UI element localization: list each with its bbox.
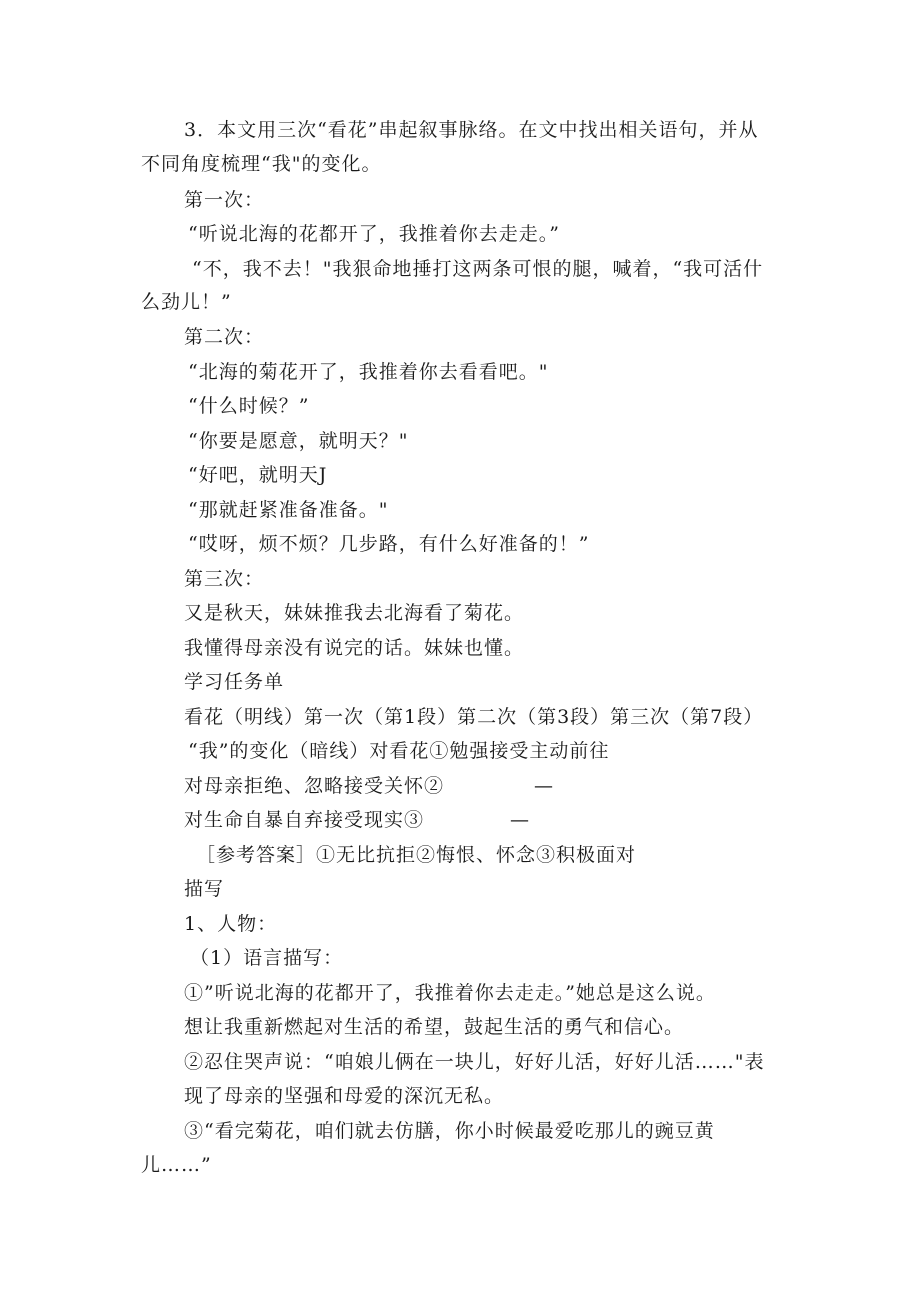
language-description-heading: （1）语言描写： [190,947,344,969]
task-table-row-4-text: 对生命自暴自弃接受现实③ [184,809,425,831]
third-time-label: 第三次： [184,568,265,590]
second-quote-2: “什么时候？” [188,395,310,417]
first-time-label: 第一次： [184,189,265,211]
second-quote-1: “北海的菊花开了，我推着你去看看吧。" [188,361,549,383]
second-time-label: 第二次： [184,326,265,348]
item-1-line-2: 想让我重新燃起对生活的希望，鼓起生活的勇气和信心。 [184,1016,685,1038]
first-quote-2-line-1: “不，我不去！"我狠命地捶打这两条可恨的腿，喊着，“我可活什 [192,258,764,280]
task-table-row-4-blank: — [510,809,531,831]
first-quote-1: “听说北海的花都开了，我推着你去走走。” [188,223,560,245]
task-sheet-title: 学习任务单 [184,671,285,693]
task-table-row-2: “我”的变化（暗线）对看花①勉强接受主动前往 [188,740,610,762]
first-quote-2-line-2: 么劲儿！” [141,291,232,313]
third-text-2: 我懂得母亲没有说完的话。妹妹也懂。 [184,637,525,659]
second-quote-6: “哎呀，烦不烦？几步路，有什么好准备的！” [188,533,590,555]
question-3-line-2: 不同角度梳理“我"的变化。 [141,153,382,175]
item-2-line-2: 现了母亲的坚强和母爱的深沉无私。 [184,1085,505,1107]
second-quote-4: “好吧，就明天J [188,464,328,486]
task-table-row-4 [184,808,530,832]
task-table-row-1: 看花（明线）第一次（第1段）第二次（第3段）第三次（第7段） [184,706,764,728]
item-1-line-1: ①”听说北海的花都开了，我推着你去走走。”她总是这么说。 [184,982,716,1004]
task-table-row-3-text: 对母亲拒绝、忽略接受关怀② [184,775,445,797]
section-title-description: 描写 [184,878,225,900]
character-heading: 1、人物： [184,913,278,935]
item-3-line-1: ③“看完菊花，咱们就去仿膳，你小时候最爱吃那儿的豌豆黄 [184,1120,715,1142]
item-3-line-2: 儿……” [141,1154,212,1176]
question-3-line-1: 3．本文用三次“看花”串起叙事脉络。在文中找出相关语句，并从 [184,119,759,141]
second-quote-5: “那就赶紧准备准备。" [188,499,389,521]
third-text-1: 又是秋天，妹妹推我去北海看了菊花。 [184,602,525,624]
reference-answer: ［参考答案］①无比抗拒②悔恨、怀念③积极面对 [196,844,637,866]
item-2-line-1: ②忍住哭声说：“咱娘儿俩在一块儿，好好儿活，好好儿活……"表 [184,1051,765,1073]
task-table-row-3-blank: — [534,775,555,797]
task-table-row-3 [184,774,554,798]
second-quote-3: “你要是愿意，就明天？" [188,430,409,452]
